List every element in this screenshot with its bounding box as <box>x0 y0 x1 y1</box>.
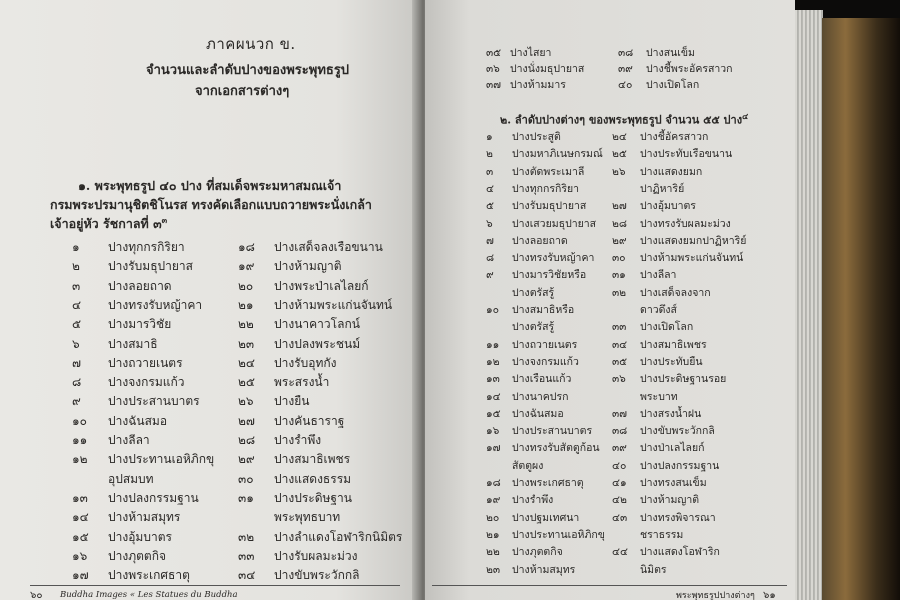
list-item-name: ปางสมาธิ <box>108 336 158 351</box>
list-item-name: ปางลำแดงโอฬาริกนิมิตร <box>274 529 403 544</box>
list-item-number: ๒๙ <box>238 452 255 467</box>
list-item-number: ๒ <box>72 259 80 274</box>
list-item-name: ปางประทับเรือขนาน <box>640 148 733 161</box>
list-item-name: ปางห้ามมาร <box>510 79 566 91</box>
list-item-number: ๗ <box>486 234 494 247</box>
list-item-number: ๔ <box>72 297 82 312</box>
list-item-name: ปางรับผลมะม่วง <box>274 548 358 563</box>
list-item-name: พระสรงน้ำ <box>274 375 330 390</box>
list-item-number: ๓๙ <box>612 442 627 455</box>
list-item-name: ปางห้ามพระแก่นจันทน์ <box>640 252 744 265</box>
list-item-number: ๑๐ <box>486 304 500 316</box>
list-item-name: ปางทรงรับผลมะม่วง <box>640 217 731 230</box>
list-item-number: ๔๐ <box>612 459 627 472</box>
list-item-number: ๑๘ <box>238 240 255 254</box>
list-item-name: ปางเสวยมธุปายาส <box>512 217 597 230</box>
list-item-number: ๑๖ <box>486 425 500 438</box>
list-item-number: ๑๕ <box>72 529 89 544</box>
list-item-number: ๒๔ <box>612 131 627 143</box>
list-item-name: ปางจงกรมแก้ว <box>108 375 185 390</box>
list-item-number: ๓๔ <box>238 568 256 583</box>
list-item-name: ปางป่าเลไลยก์ <box>640 442 705 455</box>
section2-footnote-mark: ๔ <box>742 111 749 121</box>
list-item-name: ปางลีลา <box>108 433 150 447</box>
list-item-number: ๒๖ <box>238 394 254 409</box>
list-item-number: ๙ <box>486 269 494 282</box>
list-item-number: ๓๐ <box>612 252 626 265</box>
list-item-number: ๘ <box>72 375 82 390</box>
list-item-name: ปางชี้พระอัครสาวก <box>646 63 733 75</box>
list-item-name: ปางจงกรมแก้ว <box>512 355 579 368</box>
list-item-number: ๑๗ <box>486 442 501 455</box>
list-item-number: ๑๖ <box>72 548 88 563</box>
list-item-number: ๓๖ <box>612 373 626 386</box>
list-item-name: ปางเรือนแก้ว <box>512 373 572 386</box>
list-item-name: ปางประสานบาตร <box>512 425 593 438</box>
list-item-number: ๒๑ <box>486 528 500 541</box>
list-item-name: ปางมารวิชัย <box>108 317 172 332</box>
list-item-number: ๓๕ <box>486 47 502 59</box>
list-item-number: ๑ <box>486 131 493 143</box>
list-item-number: ๒๗ <box>612 200 627 213</box>
list-item-name: ปางลีลา <box>640 269 677 282</box>
list-item-name: ปางเสด็จลงเรือขนาน <box>274 240 383 254</box>
list-item-name: ปางแสดงยมกปาฏิหาริย์ <box>640 234 747 247</box>
list-item-number: ๒ <box>486 148 493 161</box>
list-item-name: ปางประทับยืน <box>640 355 703 368</box>
list-item-number: ๒๘ <box>612 217 628 230</box>
list-item-number: ๓๓ <box>238 548 255 563</box>
list-item-number: ๗ <box>72 355 82 370</box>
list-item-number: ๒๓ <box>486 563 501 576</box>
list-item-name: ปางชี้อัครสาวก <box>640 131 709 143</box>
list-item-name: อุปสมบท <box>108 471 154 486</box>
list-item-name: ปางปลงพระชนม์ <box>274 336 361 351</box>
list-item-number: ๒๔ <box>238 355 255 370</box>
list-item-number: ๔๓ <box>612 511 628 524</box>
list-item-number: ๓ <box>72 278 81 293</box>
list-item-name: ดาวดึงส์ <box>640 304 677 316</box>
list-item-name: พระบาท <box>640 390 678 403</box>
list-item-name: ปางตัดพระเมาลี <box>512 165 585 178</box>
list-item-number: ๒๑ <box>238 297 254 312</box>
list-item-name: สัตตูผง <box>512 459 544 472</box>
list-item-number: ๕ <box>486 200 494 213</box>
list-item-name: ปางทรงพิจารณา <box>640 511 716 524</box>
list-item-number: ๓๑ <box>238 490 254 505</box>
list-item-name: ปางฉันสมอ <box>512 407 564 420</box>
list-item-name: ปางอุ้มบาตร <box>640 200 696 213</box>
list-item-number: ๑๔ <box>72 510 89 525</box>
list-item-number: ๓๐ <box>238 471 254 486</box>
list-item-number: ๒๙ <box>612 234 627 247</box>
list-item-name: ปางตรัสรู้ <box>512 286 555 299</box>
list-item-number: ๑๓ <box>486 373 500 386</box>
left-running-footer: Buddha Images « Les Statues du Buddha <box>60 590 238 600</box>
list-item-name: ปางรับมธุปายาส <box>108 259 193 274</box>
list-item-number: ๑๘ <box>486 477 501 489</box>
list-item-name: ปางมารวิชัยหรือ <box>512 269 587 282</box>
list-item-number: ๔๑ <box>612 477 627 489</box>
right-footer-rule <box>432 585 787 586</box>
left-page-number: ๖๐ <box>30 590 43 600</box>
list-item-name: ปางทรงรับหญ้าคา <box>512 252 595 265</box>
list-item-name: ปางทรงรับหญ้าคา <box>108 297 203 312</box>
list-item-name: ปางพระป่าเลไลยก์ <box>274 278 369 293</box>
right-page-number: ๖๑ <box>763 590 776 600</box>
list-item-number: ๒๕ <box>612 148 627 161</box>
list-item-number: ๔๔ <box>612 546 628 559</box>
list-item-name: ปางห้ามพระแก่นจันทน์ <box>274 297 393 312</box>
list-item-name: ปางประสานบาตร <box>108 394 200 409</box>
list-item-name: ปางปลงกรรมฐาน <box>640 459 720 472</box>
list-item-name: ปางห้ามญาติ <box>274 259 342 274</box>
list-item-name: ปางเสด็จลงจาก <box>640 286 711 299</box>
list-item-number: ๓๗ <box>612 407 628 420</box>
list-item-number: ๓๔ <box>612 338 628 351</box>
list-item-name: ปางพระเกศธาตุ <box>108 568 190 583</box>
list-item-name: ปางถวายเนตร <box>512 338 578 351</box>
list-item-name: นิมิตร <box>640 563 667 576</box>
list-item-number: ๓๕ <box>612 355 628 368</box>
list-item-number: ๑๙ <box>486 494 501 507</box>
list-item-number: ๓๒ <box>612 286 627 299</box>
list-item-name: ปางรับอุทกัง <box>274 355 337 370</box>
list-item-name: ปางสรงน้ำฝน <box>640 407 702 420</box>
list-item-name: ปางลอยถาด <box>108 278 172 293</box>
list-item-number: ๓๙ <box>618 63 633 75</box>
section1-heading-line1: ๑. พระพุทธรูป ๔๐ ปาง ที่สมเด็จพระมหาสมณเจ้า <box>78 178 342 193</box>
list-item-name: ปางภุตตกิจ <box>512 546 563 559</box>
list-item-name: พระพุทธบาท <box>274 510 341 525</box>
list-item-number: ๓๘ <box>618 47 634 59</box>
list-item-number: ๙ <box>72 394 81 409</box>
list-item-name: ปางฉันสมอ <box>108 413 168 428</box>
list-item-name: ปางประทานเอหิภิกขุ <box>108 452 215 467</box>
left-footer-rule <box>30 585 400 586</box>
list-item-name: ปางห้ามสมุทร <box>108 510 181 525</box>
list-item-number: ๑๒ <box>486 355 500 368</box>
right-running-footer: พระพุทธรูปปางต่างๆ <box>676 591 755 600</box>
list-item-number: ๓๖ <box>486 63 500 75</box>
list-item-name: ปางขับพระวักกลิ <box>274 568 360 583</box>
list-item-name: ปางสมาธิหรือ <box>512 304 575 316</box>
list-item-name: ปางรำพึง <box>274 433 322 447</box>
list-item-name: ปางแสดงโอฬาริก <box>640 546 720 559</box>
appendix-subtitle-line2: จากเอกสารต่างๆ <box>195 84 290 99</box>
list-item-name: ปางขับพระวักกลิ <box>640 425 715 438</box>
list-item-name: ปางภุตตกิจ <box>108 548 167 563</box>
list-item-number: ๓๓ <box>612 321 627 334</box>
list-item-name: ชราธรรม <box>640 528 684 541</box>
list-item-name: ปาฏิหาริย์ <box>640 182 685 195</box>
list-item-number: ๑๒ <box>72 452 88 467</box>
list-item-number: ๑๗ <box>72 568 89 583</box>
list-item-number: ๒๐ <box>486 511 500 524</box>
book-cover-edge <box>822 18 900 600</box>
list-item-name: ปางอุ้มบาตร <box>108 529 172 544</box>
list-item-number: ๒๕ <box>238 375 255 390</box>
list-item-number: ๖ <box>486 217 493 230</box>
list-item-name: ปางสมาธิเพชร <box>274 452 351 467</box>
list-item-name: ปางห้ามสมุทร <box>512 563 576 576</box>
list-item-number: ๓๘ <box>612 425 628 438</box>
list-item-number: ๒๖ <box>612 165 626 178</box>
list-item-name: ปางทรงสนเข็ม <box>640 477 707 489</box>
list-item-number: ๒๒ <box>486 546 500 559</box>
list-item-number: ๑๐ <box>72 413 87 428</box>
list-item-name: ปางลอยถาด <box>512 234 568 247</box>
list-item-name: ปางถวายเนตร <box>108 355 183 370</box>
list-item-number: ๔๒ <box>612 494 627 507</box>
list-item-name: ปางไสยา <box>510 47 552 59</box>
appendix-subtitle-line1: จำนวนและลำดับปางของพระพุทธรูป <box>146 63 350 78</box>
list-item-name: ปางประดิษฐานรอย <box>640 373 727 386</box>
section1-footnote-mark: ๓ <box>161 215 168 225</box>
list-item-name: ปางตรัสรู้ <box>512 321 555 334</box>
list-item-name: ปางแสดงธรรม <box>274 471 352 486</box>
list-item-number: ๓๑ <box>612 269 626 282</box>
list-item-number: ๑๔ <box>486 390 501 403</box>
list-item-name: ปางแสดงยมก <box>640 165 703 178</box>
list-item-name: ปางพระเกศธาตุ <box>512 477 584 489</box>
list-item-number: ๘ <box>486 252 495 265</box>
list-item-number: ๖ <box>72 336 80 351</box>
right-page <box>425 0 795 600</box>
list-item-number: ๑๙ <box>238 259 255 274</box>
list-item-number: ๕ <box>72 317 82 332</box>
list-item-name: ปางมหาภิเนษกรมณ์ <box>512 148 603 161</box>
list-item-name: ปางปลงกรรมฐาน <box>108 490 199 505</box>
list-item-number: ๒๗ <box>238 413 255 428</box>
appendix-title: ภาคผนวก ข. <box>206 35 296 53</box>
list-item-name: ปางนาคปรก <box>512 390 569 403</box>
list-item-number: ๑๓ <box>72 490 88 505</box>
list-item-number: ๒๒ <box>238 317 254 332</box>
list-item-name: ปางห้ามญาติ <box>640 494 700 507</box>
list-item-number: ๑๑ <box>72 433 88 447</box>
list-item-name: ปางคันธาราฐ <box>274 413 345 428</box>
list-item-name: ปางเปิดโลก <box>640 321 694 334</box>
list-item-number: ๒๐ <box>238 278 254 293</box>
list-item-number: ๑๑ <box>486 338 500 351</box>
list-item-number: ๑ <box>72 240 80 254</box>
list-item-number: ๒๓ <box>238 336 255 351</box>
list-item-name: ปางนั่งมธุปายาส <box>510 63 585 75</box>
section2-heading-text: ๒. ลำดับปางต่างๆ ของพระพุทธรูป จำนวน ๕๕ ปาง <box>500 113 743 127</box>
section1-heading-text: เจ้าอยู่หัว รัชกาลที่ ๓ <box>50 216 162 232</box>
list-item-name: ปางสนเข็ม <box>646 47 695 59</box>
list-item-number: ๔ <box>486 182 494 195</box>
list-item-number: ๑๕ <box>486 407 501 420</box>
list-item-name: ปางประทานเอหิภิกขุ <box>512 528 605 541</box>
list-item-name: ปางประดิษฐาน <box>274 490 352 505</box>
list-item-name: ปางทุกกรกิริยา <box>108 240 185 254</box>
list-item-name: ปางปฐมเทศนา <box>512 511 580 524</box>
list-item-name: ปางทุกกรกิริยา <box>512 182 580 195</box>
section2-heading <box>500 110 748 129</box>
section1-heading-line2: กรมพระปรมานุชิตชิโนรส ทรงคัดเลือกแบบถวายพระนั่งเกล้า <box>50 197 372 212</box>
list-item-name: ปางสมาธิเพชร <box>640 338 707 351</box>
list-item-number: ๓ <box>486 165 494 178</box>
list-item-number: ๓๗ <box>486 79 502 91</box>
list-item-number: ๔๐ <box>618 79 633 91</box>
section1-heading-line3 <box>50 214 167 234</box>
page-edges <box>795 10 823 600</box>
list-item-name: ปางนาคาวโลกน์ <box>274 317 360 332</box>
list-item-name: ปางเปิดโลก <box>646 79 700 91</box>
list-item-name: ปางรำพึง <box>512 494 554 507</box>
list-item-number: ๒๘ <box>238 433 256 447</box>
list-item-name: ปางประสูติ <box>512 131 561 143</box>
list-item-name: ปางรับมธุปายาส <box>512 200 587 213</box>
list-item-number: ๓๒ <box>238 529 255 544</box>
list-item-name: ปางทรงรับสัตตูก้อน <box>512 442 600 455</box>
list-item-name: ปางยืน <box>274 394 310 409</box>
